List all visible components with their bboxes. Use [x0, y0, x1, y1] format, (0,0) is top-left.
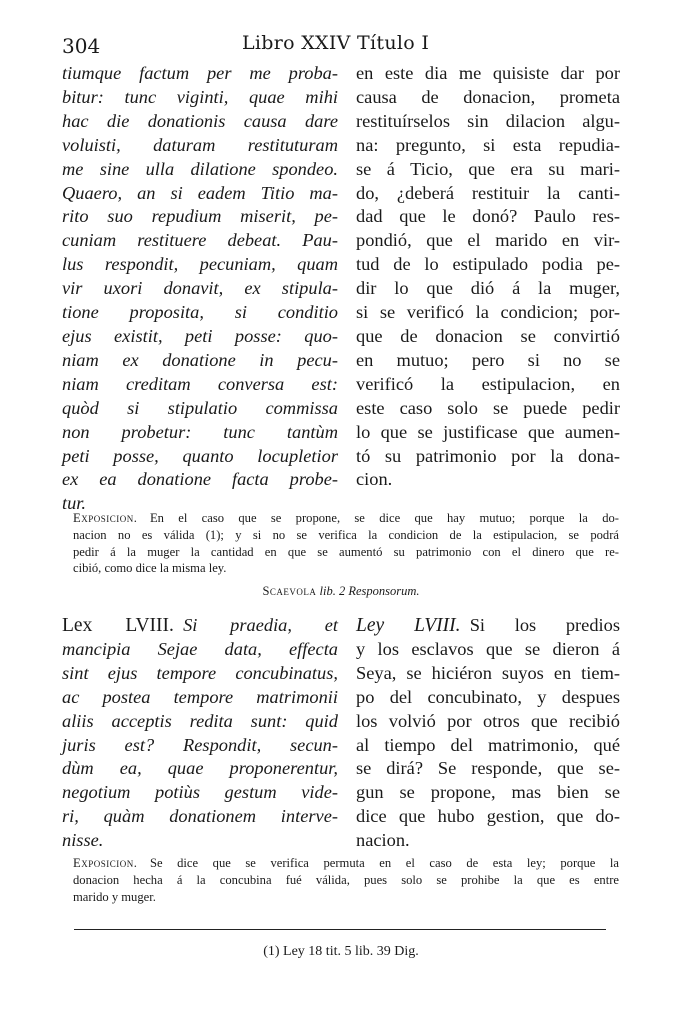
text-line: rito suo repudium miserit, pe-	[62, 206, 338, 227]
text-line: en este dia me quisiste dar por	[356, 63, 620, 83]
text-line: me sine ulla dilatione spondeo.	[62, 158, 338, 179]
running-title: Libro XXIV Título I	[242, 32, 430, 54]
exposicion-text: En el caso que se propone, se dice que hay mutuo; porque la do-	[149, 511, 619, 525]
text-line: nacion.	[356, 830, 410, 851]
text-line: dice que hubo gestion, que do-	[356, 806, 620, 827]
latin-column-2	[62, 614, 338, 853]
footnote-rule	[74, 929, 606, 930]
text-line: se dirá? Se responde, que se-	[356, 758, 620, 779]
text-line: ejus existit, peti posse: quo-	[62, 325, 338, 346]
exposicion-line: donacion hecha á la concubina fué válida, pues solo se prohibe la que es entre	[73, 872, 619, 887]
exposicion-text: Se dice que se verifica permuta en el caso de esta ley; porque la	[149, 856, 619, 870]
text-line: po del concubinato, y despues	[356, 686, 620, 707]
text-line: bitur: tunc viginti, quae mihi	[62, 86, 338, 107]
text-line: hac die donationis causa dare	[62, 110, 338, 131]
text-line: peti posse, quanto locupletior	[62, 445, 338, 466]
lex-first-text: Si praedia, et	[183, 615, 338, 635]
text-line: ex ea donatione facta probe-	[62, 469, 338, 490]
text-line: dir lo que dió á la muger,	[356, 278, 620, 299]
source-citation	[0, 584, 682, 599]
text-line: si se verificó la condicion; por-	[356, 302, 620, 323]
ley-first-text: Si los predios	[469, 615, 620, 635]
text-line: restituírselos sin dilacion algu-	[356, 110, 620, 131]
page-number: 304	[62, 34, 101, 58]
text-line: aliis acceptis redita sunt: quid	[62, 710, 338, 731]
text-line: ac postea tempore matrimonii	[62, 686, 338, 707]
text-line: niam ex donatione in pecu-	[62, 349, 338, 370]
text-line: nisse.	[62, 830, 104, 851]
text-line: sint ejus tempore concubinatus,	[62, 662, 338, 683]
text-line: non probetur: tunc tantùm	[62, 421, 338, 442]
lex-first-line	[62, 614, 338, 638]
text-line: niam creditam conversa est:	[62, 373, 338, 394]
ley-label: Ley LVIII.	[356, 615, 461, 636]
exposicion-label: Exposicion.	[73, 856, 138, 870]
source-author: Scaevola	[262, 584, 317, 598]
text-line: quòd si stipulatio commissa	[62, 397, 338, 418]
exposicion-line: cibió, como dice la misma ley.	[73, 561, 227, 576]
exposicion-2	[73, 855, 619, 905]
text-line: pondió, que el marido en vir-	[356, 230, 620, 251]
text-line: tiumque factum per me proba-	[62, 63, 338, 83]
exposicion-label: Exposicion.	[73, 511, 138, 525]
lex-label: Lex LVIII.	[62, 615, 174, 636]
text-line: lo que se justificase que aumen-	[356, 421, 620, 442]
text-line: mancipia Sejae data, effecta	[62, 638, 338, 659]
text-line: los volvió por otros que recibió	[356, 710, 620, 731]
text-line: en mutuo; pero si no se	[356, 349, 620, 370]
text-line: cion.	[356, 469, 393, 490]
text-line: na: pregunto, si esta repudia-	[356, 134, 620, 155]
text-line: y los esclavos que se dieron á	[356, 638, 620, 659]
ley-first-line	[356, 614, 620, 638]
text-line: tur.	[62, 493, 87, 514]
spanish-column-1	[356, 62, 620, 492]
text-line: Seya, se hiciéron suyos en tiem-	[356, 662, 620, 683]
source-work: lib. 2 Responsorum.	[319, 584, 420, 598]
exposicion-line: pedir á la muger la cantidad en que se aumentó su patrimonio con el dinero que re-	[73, 544, 619, 559]
latin-column-1	[62, 62, 338, 516]
text-line: cuniam restituere debeat. Pau-	[62, 230, 338, 251]
text-line: este caso solo se puede pedir	[356, 397, 620, 418]
text-line: verificó la estipulacion, en	[356, 373, 620, 394]
text-line: Quaero, an si eadem Titio ma-	[62, 182, 338, 203]
text-line: juris est? Respondit, secun-	[62, 734, 338, 755]
text-line: se á Ticio, que era su mari-	[356, 158, 620, 179]
exposicion-line	[73, 855, 619, 872]
text-line: tud de lo estipulado podia pe-	[356, 254, 620, 275]
exposicion-line	[73, 510, 619, 527]
text-line: lus respondit, pecuniam, quam	[62, 254, 338, 275]
text-line: dùm ea, quae proponerentur,	[62, 758, 338, 779]
text-line: causa de donacion, prometa	[356, 86, 620, 107]
text-line: que de donacion se convirtió	[356, 325, 620, 346]
text-line: ri, quàm donationem interve-	[62, 806, 338, 827]
footnote: (1) Ley 18 tit. 5 lib. 39 Dig.	[263, 944, 419, 959]
text-line: tione proposita, si conditio	[62, 302, 338, 323]
exposicion-line: marido y muger.	[73, 889, 156, 904]
exposicion-1	[73, 510, 619, 577]
text-line: tó su patrimonio por la dona-	[356, 445, 620, 466]
text-line: al tiempo del matrimonio, qué	[356, 734, 620, 755]
spanish-column-2	[356, 614, 620, 853]
exposicion-line: nacion no es válida (1); y si no se verifica la condicion de la estipulacion, se podrá	[73, 527, 619, 542]
text-line: vir uxori donavit, ex stipula-	[62, 278, 338, 299]
text-line: voluisti, daturam restituturam	[62, 134, 338, 155]
text-line: do, ¿deberá restituir la canti-	[356, 182, 620, 203]
text-line: dad que le donó? Paulo res-	[356, 206, 620, 227]
text-line: negotium potiùs gestum vide-	[62, 782, 338, 803]
text-line: gun se propone, mas bien se	[356, 782, 620, 803]
